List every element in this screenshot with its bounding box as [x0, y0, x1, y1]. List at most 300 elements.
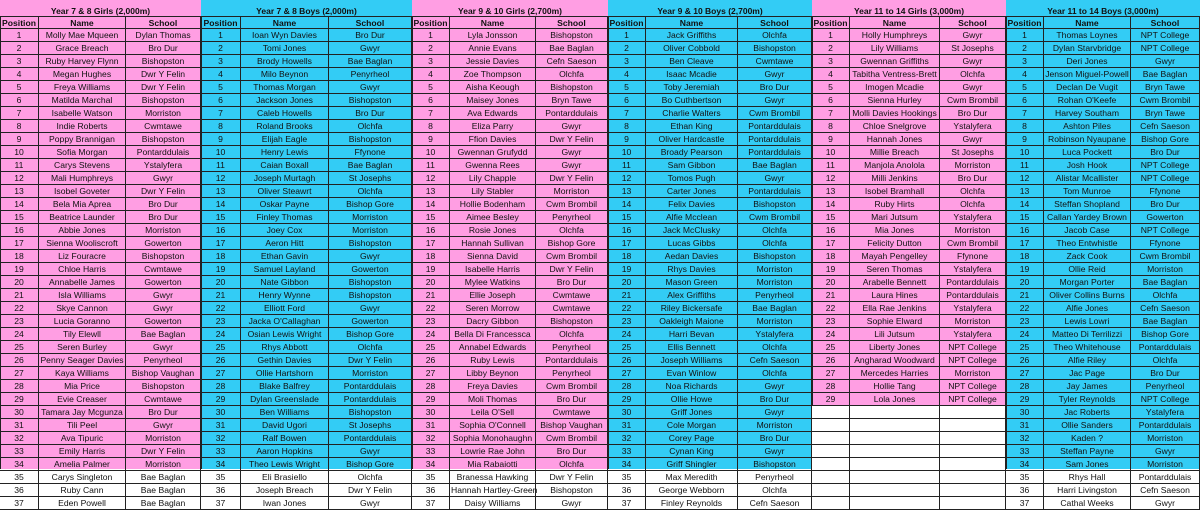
cell-position[interactable]: 29 — [0, 393, 39, 406]
cell-name[interactable]: Angharad Woodward — [850, 354, 940, 367]
cell-school[interactable]: Bishop Vaughan — [126, 367, 201, 380]
cell-name[interactable]: Cynan King — [646, 445, 738, 458]
cell-school[interactable]: Cwm Brombil — [738, 211, 812, 224]
cell-name[interactable]: Milo Beynon — [241, 68, 329, 81]
cell-position[interactable]: 33 — [0, 445, 39, 458]
cell-name[interactable]: Daisy Williams — [450, 497, 536, 510]
cell-position[interactable]: 11 — [201, 159, 241, 172]
cell-name[interactable]: Griff Shingler — [646, 458, 738, 471]
cell-school[interactable]: Gwyr — [738, 445, 812, 458]
cell-name[interactable]: Joseph Williams — [646, 354, 738, 367]
cell-name[interactable]: Annie Evans — [450, 42, 536, 55]
cell-position[interactable]: 21 — [1006, 289, 1044, 302]
cell-school[interactable]: Gwyr — [940, 81, 1006, 94]
cell-name[interactable]: Robinson Nyaupane — [1044, 133, 1131, 146]
cell-name[interactable]: Tily Elewll — [39, 328, 126, 341]
cell-position[interactable]: 35 — [412, 471, 450, 484]
cell-position[interactable]: 36 — [412, 484, 450, 497]
cell-name[interactable]: Griff Jones — [646, 406, 738, 419]
cell-name[interactable]: Theo Lewis Wright — [241, 458, 329, 471]
cell-school[interactable]: Gwyr — [329, 445, 412, 458]
cell-position[interactable]: 19 — [201, 263, 241, 276]
cell-position[interactable]: 7 — [1006, 107, 1044, 120]
cell-position[interactable]: 14 — [0, 198, 39, 211]
cell-position[interactable]: 13 — [412, 185, 450, 198]
cell-name[interactable]: Isobel Bramhall — [850, 185, 940, 198]
cell-position[interactable]: 14 — [608, 198, 646, 211]
cell-name[interactable]: Ollie Hartshorn — [241, 367, 329, 380]
cell-school[interactable]: Morriston — [126, 458, 201, 471]
cell-name[interactable]: Lyla Jonsson — [450, 29, 536, 42]
cell-name[interactable]: Mari Jutsum — [850, 211, 940, 224]
cell-name[interactable]: Caleb Howells — [241, 107, 329, 120]
cell-name[interactable]: Ruby Hirts — [850, 198, 940, 211]
cell-position[interactable]: 13 — [0, 185, 39, 198]
cell-position[interactable]: 8 — [0, 120, 39, 133]
cell-name[interactable]: Penny Seager Davies — [39, 354, 126, 367]
cell-school[interactable]: Olchfa — [329, 341, 412, 354]
cell-name[interactable]: Harri Bevan — [646, 328, 738, 341]
cell-name[interactable]: Mason Green — [646, 276, 738, 289]
cell-position[interactable]: 32 — [608, 432, 646, 445]
cell-school[interactable]: Morriston — [1131, 432, 1200, 445]
cell-name[interactable]: Oliver Steawrt — [241, 185, 329, 198]
cell-position[interactable]: 27 — [608, 367, 646, 380]
cell-school[interactable]: Gwyr — [536, 159, 608, 172]
cell-name[interactable]: Rhys Hall — [1044, 471, 1131, 484]
cell-school[interactable]: Bro Dur — [126, 198, 201, 211]
cell-position[interactable]: 29 — [608, 393, 646, 406]
cell-name[interactable]: Felix Davies — [646, 198, 738, 211]
cell-school[interactable]: Bishop Gore — [536, 237, 608, 250]
cell-position[interactable] — [812, 497, 850, 510]
cell-position[interactable]: 1 — [201, 29, 241, 42]
cell-name[interactable]: Morgan Porter — [1044, 276, 1131, 289]
cell-name[interactable]: Finley Thomas — [241, 211, 329, 224]
cell-position[interactable]: 23 — [1006, 315, 1044, 328]
cell-position[interactable]: 9 — [608, 133, 646, 146]
cell-position[interactable]: 6 — [812, 94, 850, 107]
cell-school[interactable]: Bro Dur — [329, 29, 412, 42]
cell-name[interactable]: Gwennan Griffiths — [850, 55, 940, 68]
cell-school[interactable]: Gwyr — [536, 120, 608, 133]
cell-name[interactable]: Alfie Mcclean — [646, 211, 738, 224]
cell-name[interactable]: Lili Jutsum — [850, 328, 940, 341]
cell-name[interactable]: Sienna Hurley — [850, 94, 940, 107]
cell-name[interactable]: Gwennan Grufydd — [450, 146, 536, 159]
cell-position[interactable]: 22 — [812, 302, 850, 315]
cell-school[interactable]: Cwm Brombil — [536, 250, 608, 263]
cell-position[interactable]: 21 — [608, 289, 646, 302]
cell-school[interactable]: Cwm Brombil — [1131, 250, 1200, 263]
cell-school[interactable]: Cwm Brombil — [536, 380, 608, 393]
cell-name[interactable] — [850, 432, 940, 445]
cell-position[interactable]: 35 — [608, 471, 646, 484]
cell-position[interactable]: 18 — [608, 250, 646, 263]
cell-name[interactable]: Annabelle James — [39, 276, 126, 289]
cell-school[interactable]: Olchfa — [940, 198, 1006, 211]
cell-position[interactable]: 20 — [412, 276, 450, 289]
cell-school[interactable]: Bishopston — [329, 133, 412, 146]
cell-position[interactable]: 5 — [608, 81, 646, 94]
cell-position[interactable]: 18 — [812, 250, 850, 263]
cell-school[interactable] — [940, 432, 1006, 445]
cell-name[interactable]: Jessie Davies — [450, 55, 536, 68]
cell-position[interactable]: 6 — [1006, 94, 1044, 107]
cell-position[interactable]: 27 — [201, 367, 241, 380]
cell-position[interactable]: 34 — [1006, 458, 1044, 471]
cell-school[interactable]: NPT College — [1131, 393, 1200, 406]
cell-name[interactable]: Luca Pockett — [1044, 146, 1131, 159]
cell-school[interactable]: Cefn Saeson — [536, 55, 608, 68]
cell-position[interactable] — [812, 471, 850, 484]
cell-school[interactable]: St Josephs — [940, 146, 1006, 159]
cell-name[interactable]: Ruby Harvey Flynn — [39, 55, 126, 68]
cell-school[interactable] — [940, 471, 1006, 484]
cell-school[interactable]: Gwyr — [1131, 55, 1200, 68]
cell-school[interactable]: Pontarddulais — [536, 107, 608, 120]
cell-position[interactable]: 37 — [1006, 497, 1044, 510]
cell-position[interactable]: 17 — [812, 237, 850, 250]
cell-position[interactable]: 2 — [201, 42, 241, 55]
cell-position[interactable]: 7 — [608, 107, 646, 120]
cell-position[interactable]: 30 — [412, 406, 450, 419]
cell-position[interactable]: 28 — [608, 380, 646, 393]
cell-name[interactable]: Seren Morrow — [450, 302, 536, 315]
cell-name[interactable]: Deri Jones — [1044, 55, 1131, 68]
cell-position[interactable]: 20 — [812, 276, 850, 289]
cell-school[interactable]: Cefn Saeson — [738, 354, 812, 367]
cell-school[interactable]: Bae Baglan — [738, 302, 812, 315]
cell-school[interactable]: Bro Dur — [1131, 146, 1200, 159]
cell-school[interactable]: Cwm Brombil — [536, 198, 608, 211]
cell-school[interactable]: Olchfa — [329, 120, 412, 133]
cell-position[interactable]: 4 — [608, 68, 646, 81]
cell-school[interactable]: Penyrheol — [126, 354, 201, 367]
cell-position[interactable]: 2 — [0, 42, 39, 55]
cell-name[interactable]: Sophia Monohaughn — [450, 432, 536, 445]
cell-name[interactable]: Isabelle Harris — [450, 263, 536, 276]
cell-name[interactable]: Mylee Watkins — [450, 276, 536, 289]
cell-name[interactable]: Mali Humphreys — [39, 172, 126, 185]
cell-position[interactable]: 10 — [201, 146, 241, 159]
cell-name[interactable]: Oliver Cobbold — [646, 42, 738, 55]
cell-position[interactable]: 31 — [412, 419, 450, 432]
cell-name[interactable]: Elijah Eagle — [241, 133, 329, 146]
cell-position[interactable]: 9 — [812, 133, 850, 146]
cell-school[interactable]: Morriston — [940, 367, 1006, 380]
cell-position[interactable]: 20 — [1006, 276, 1044, 289]
cell-school[interactable]: Cwm Brombil — [1131, 94, 1200, 107]
cell-school[interactable]: Gwyr — [329, 81, 412, 94]
cell-name[interactable]: Sam Jones — [1044, 458, 1131, 471]
cell-position[interactable]: 26 — [0, 354, 39, 367]
cell-name[interactable]: Eliza Parry — [450, 120, 536, 133]
cell-position[interactable]: 11 — [608, 159, 646, 172]
cell-name[interactable]: Mercedes Harries — [850, 367, 940, 380]
cell-name[interactable]: Henry Wynne — [241, 289, 329, 302]
cell-name[interactable]: Milli Jenkins — [850, 172, 940, 185]
cell-name[interactable]: Iwan Jones — [241, 497, 329, 510]
cell-school[interactable]: Ystalyfera — [940, 263, 1006, 276]
cell-name[interactable]: Poppy Brannigan — [39, 133, 126, 146]
cell-name[interactable]: Evan Winlow — [646, 367, 738, 380]
cell-name[interactable]: Ollie Sanders — [1044, 419, 1131, 432]
cell-position[interactable]: 4 — [0, 68, 39, 81]
cell-name[interactable]: Emily Harris — [39, 445, 126, 458]
cell-name[interactable]: Aaron Hopkins — [241, 445, 329, 458]
cell-position[interactable]: 12 — [812, 172, 850, 185]
cell-school[interactable]: Gwyr — [940, 133, 1006, 146]
cell-position[interactable]: 36 — [0, 484, 39, 497]
cell-position[interactable]: 18 — [0, 250, 39, 263]
cell-school[interactable]: Bro Dur — [738, 81, 812, 94]
cell-position[interactable]: 34 — [608, 458, 646, 471]
cell-name[interactable]: Zoe Thompson — [450, 68, 536, 81]
cell-school[interactable]: Cwmtawe — [738, 55, 812, 68]
cell-position[interactable]: 24 — [608, 328, 646, 341]
cell-school[interactable]: Morriston — [536, 185, 608, 198]
cell-school[interactable] — [940, 445, 1006, 458]
cell-position[interactable]: 28 — [1006, 380, 1044, 393]
cell-position[interactable]: 7 — [812, 107, 850, 120]
cell-position[interactable]: 15 — [0, 211, 39, 224]
cell-school[interactable]: Gwyr — [536, 146, 608, 159]
cell-position[interactable]: 32 — [0, 432, 39, 445]
cell-school[interactable]: Morriston — [1131, 263, 1200, 276]
cell-name[interactable]: David Ugori — [241, 419, 329, 432]
cell-school[interactable]: Olchfa — [536, 458, 608, 471]
cell-position[interactable]: 24 — [201, 328, 241, 341]
cell-school[interactable]: Bishopston — [536, 484, 608, 497]
cell-position[interactable]: 21 — [0, 289, 39, 302]
cell-position[interactable]: 12 — [201, 172, 241, 185]
cell-name[interactable]: Seren Thomas — [850, 263, 940, 276]
cell-position[interactable]: 1 — [1006, 29, 1044, 42]
cell-school[interactable]: Gowerton — [126, 315, 201, 328]
cell-school[interactable]: Bishopston — [126, 250, 201, 263]
cell-school[interactable]: Bro Dur — [940, 107, 1006, 120]
cell-school[interactable]: Cwm Brombil — [536, 432, 608, 445]
cell-school[interactable]: Pontarddulais — [1131, 471, 1200, 484]
cell-school[interactable]: Ystalyfera — [940, 302, 1006, 315]
cell-name[interactable]: Blake Balfrey — [241, 380, 329, 393]
cell-school[interactable]: Olchfa — [940, 68, 1006, 81]
cell-name[interactable]: Ellis Bennett — [646, 341, 738, 354]
cell-position[interactable]: 14 — [412, 198, 450, 211]
cell-school[interactable]: Bae Baglan — [738, 159, 812, 172]
cell-name[interactable]: Holly Humphreys — [850, 29, 940, 42]
cell-position[interactable]: 23 — [812, 315, 850, 328]
cell-school[interactable]: Bae Baglan — [1131, 276, 1200, 289]
cell-position[interactable]: 17 — [608, 237, 646, 250]
cell-position[interactable]: 15 — [608, 211, 646, 224]
cell-name[interactable]: Lola Jones — [850, 393, 940, 406]
cell-name[interactable]: Declan De Vugit — [1044, 81, 1131, 94]
cell-school[interactable]: Bishop Gore — [1131, 133, 1200, 146]
cell-school[interactable]: Penyrheol — [329, 68, 412, 81]
cell-school[interactable]: Cefn Saeson — [1131, 302, 1200, 315]
cell-position[interactable]: 6 — [608, 94, 646, 107]
cell-name[interactable]: Carys Singleton — [39, 471, 126, 484]
cell-position[interactable]: 26 — [608, 354, 646, 367]
cell-school[interactable]: Ystalyfera — [940, 120, 1006, 133]
cell-position[interactable]: 32 — [412, 432, 450, 445]
cell-position[interactable]: 9 — [412, 133, 450, 146]
cell-position[interactable]: 5 — [201, 81, 241, 94]
cell-position[interactable]: 35 — [201, 471, 241, 484]
cell-school[interactable]: Bae Baglan — [1131, 68, 1200, 81]
cell-position[interactable]: 5 — [0, 81, 39, 94]
cell-position[interactable]: 10 — [412, 146, 450, 159]
cell-position[interactable]: 25 — [412, 341, 450, 354]
cell-name[interactable]: Osian Lewis Wright — [241, 328, 329, 341]
cell-name[interactable]: Hollie Tang — [850, 380, 940, 393]
cell-position[interactable]: 17 — [412, 237, 450, 250]
cell-name[interactable]: Dylan Greenslade — [241, 393, 329, 406]
cell-name[interactable]: Moli Thomas — [450, 393, 536, 406]
cell-name[interactable]: Carys Stevens — [39, 159, 126, 172]
cell-position[interactable]: 10 — [812, 146, 850, 159]
cell-name[interactable]: Isaac Mcadie — [646, 68, 738, 81]
cell-school[interactable]: Pontarddulais — [126, 146, 201, 159]
cell-position[interactable]: 31 — [0, 419, 39, 432]
cell-school[interactable]: Dwr Y Felin — [329, 354, 412, 367]
cell-school[interactable]: Olchfa — [738, 367, 812, 380]
cell-name[interactable]: Indie Roberts — [39, 120, 126, 133]
cell-school[interactable]: Dwr Y Felin — [536, 133, 608, 146]
cell-school[interactable]: Bishopston — [329, 94, 412, 107]
cell-name[interactable]: Matilda Marchal — [39, 94, 126, 107]
cell-school[interactable]: Bishopston — [536, 29, 608, 42]
cell-position[interactable]: 12 — [1006, 172, 1044, 185]
cell-name[interactable]: Lily Stabler — [450, 185, 536, 198]
cell-name[interactable]: Kaden ? — [1044, 432, 1131, 445]
cell-name[interactable]: Jack McClusky — [646, 224, 738, 237]
cell-name[interactable]: Mia Rabaiotti — [450, 458, 536, 471]
cell-position[interactable]: 23 — [412, 315, 450, 328]
cell-school[interactable]: Bro Dur — [738, 432, 812, 445]
cell-school[interactable]: Dwr Y Felin — [126, 81, 201, 94]
cell-name[interactable]: Jackson Jones — [241, 94, 329, 107]
cell-school[interactable]: Olchfa — [738, 224, 812, 237]
cell-school[interactable]: Olchfa — [536, 224, 608, 237]
cell-position[interactable]: 36 — [608, 484, 646, 497]
cell-position[interactable]: 17 — [0, 237, 39, 250]
cell-name[interactable]: Rhys Davies — [646, 263, 738, 276]
cell-name[interactable]: Mia Price — [39, 380, 126, 393]
cell-position[interactable]: 36 — [1006, 484, 1044, 497]
cell-position[interactable]: 7 — [201, 107, 241, 120]
cell-school[interactable]: Penyrheol — [738, 471, 812, 484]
cell-name[interactable]: Alistar Mcallister — [1044, 172, 1131, 185]
cell-school[interactable]: Dwr Y Felin — [126, 68, 201, 81]
cell-position[interactable]: 33 — [608, 445, 646, 458]
cell-position[interactable]: 13 — [608, 185, 646, 198]
cell-school[interactable]: Morriston — [940, 315, 1006, 328]
cell-school[interactable]: Morriston — [940, 224, 1006, 237]
cell-school[interactable]: Gwyr — [738, 94, 812, 107]
cell-school[interactable] — [940, 484, 1006, 497]
cell-name[interactable]: Bella Di Francessca — [450, 328, 536, 341]
cell-position[interactable]: 4 — [1006, 68, 1044, 81]
cell-school[interactable]: Gowerton — [126, 276, 201, 289]
cell-school[interactable]: Gwyr — [126, 341, 201, 354]
cell-school[interactable]: Bae Baglan — [126, 471, 201, 484]
cell-school[interactable]: Bishopston — [126, 55, 201, 68]
cell-school[interactable]: Cwm Brombil — [940, 237, 1006, 250]
cell-name[interactable]: Freya Williams — [39, 81, 126, 94]
cell-school[interactable]: Morriston — [940, 159, 1006, 172]
cell-school[interactable]: Bishop Gore — [1131, 328, 1200, 341]
cell-position[interactable] — [812, 484, 850, 497]
cell-position[interactable]: 33 — [1006, 445, 1044, 458]
cell-position[interactable]: 3 — [412, 55, 450, 68]
cell-name[interactable]: Mia Jones — [850, 224, 940, 237]
cell-school[interactable]: Gwyr — [1131, 497, 1200, 510]
cell-school[interactable]: Gwyr — [126, 289, 201, 302]
cell-school[interactable]: Gwyr — [126, 419, 201, 432]
cell-school[interactable]: Bae Baglan — [126, 328, 201, 341]
cell-school[interactable]: Bishopston — [329, 237, 412, 250]
cell-school[interactable]: Bae Baglan — [536, 42, 608, 55]
cell-position[interactable]: 16 — [1006, 224, 1044, 237]
cell-position[interactable]: 30 — [201, 406, 241, 419]
cell-position[interactable]: 13 — [201, 185, 241, 198]
cell-name[interactable]: Joey Cox — [241, 224, 329, 237]
cell-position[interactable]: 8 — [608, 120, 646, 133]
cell-name[interactable]: Caian Boxall — [241, 159, 329, 172]
cell-name[interactable]: Zack Cook — [1044, 250, 1131, 263]
cell-school[interactable]: Olchfa — [738, 484, 812, 497]
cell-school[interactable]: Bishopston — [329, 406, 412, 419]
cell-position[interactable]: 8 — [412, 120, 450, 133]
cell-name[interactable]: Elliott Ford — [241, 302, 329, 315]
cell-position[interactable]: 32 — [1006, 432, 1044, 445]
cell-school[interactable]: Pontarddulais — [329, 393, 412, 406]
cell-name[interactable]: Broady Pearson — [646, 146, 738, 159]
cell-position[interactable]: 22 — [201, 302, 241, 315]
cell-name[interactable]: Ethan King — [646, 120, 738, 133]
cell-school[interactable]: Bishopston — [329, 289, 412, 302]
cell-name[interactable]: Theo Entwhistle — [1044, 237, 1131, 250]
cell-school[interactable]: NPT College — [1131, 172, 1200, 185]
cell-name[interactable]: Roland Brooks — [241, 120, 329, 133]
cell-school[interactable]: Bishopston — [126, 380, 201, 393]
cell-position[interactable]: 25 — [0, 341, 39, 354]
cell-name[interactable]: Annabel Edwards — [450, 341, 536, 354]
cell-school[interactable]: Bro Dur — [1131, 367, 1200, 380]
cell-position[interactable]: 5 — [1006, 81, 1044, 94]
cell-name[interactable]: Joseph Breach — [241, 484, 329, 497]
cell-position[interactable]: 9 — [201, 133, 241, 146]
cell-school[interactable]: Bishop Gore — [329, 198, 412, 211]
cell-position[interactable]: 9 — [1006, 133, 1044, 146]
cell-name[interactable]: Alfie Riley — [1044, 354, 1131, 367]
cell-name[interactable]: Megan Hughes — [39, 68, 126, 81]
cell-school[interactable]: Pontarddulais — [738, 185, 812, 198]
cell-position[interactable]: 3 — [0, 55, 39, 68]
cell-school[interactable]: Morriston — [738, 276, 812, 289]
cell-name[interactable]: Lily Williams — [850, 42, 940, 55]
cell-name[interactable]: Aedan Davies — [646, 250, 738, 263]
cell-position[interactable]: 12 — [608, 172, 646, 185]
cell-name[interactable]: Sienna David — [450, 250, 536, 263]
cell-name[interactable]: Sophia O'Connell — [450, 419, 536, 432]
cell-position[interactable]: 21 — [201, 289, 241, 302]
cell-name[interactable]: Cole Morgan — [646, 419, 738, 432]
cell-position[interactable]: 15 — [1006, 211, 1044, 224]
